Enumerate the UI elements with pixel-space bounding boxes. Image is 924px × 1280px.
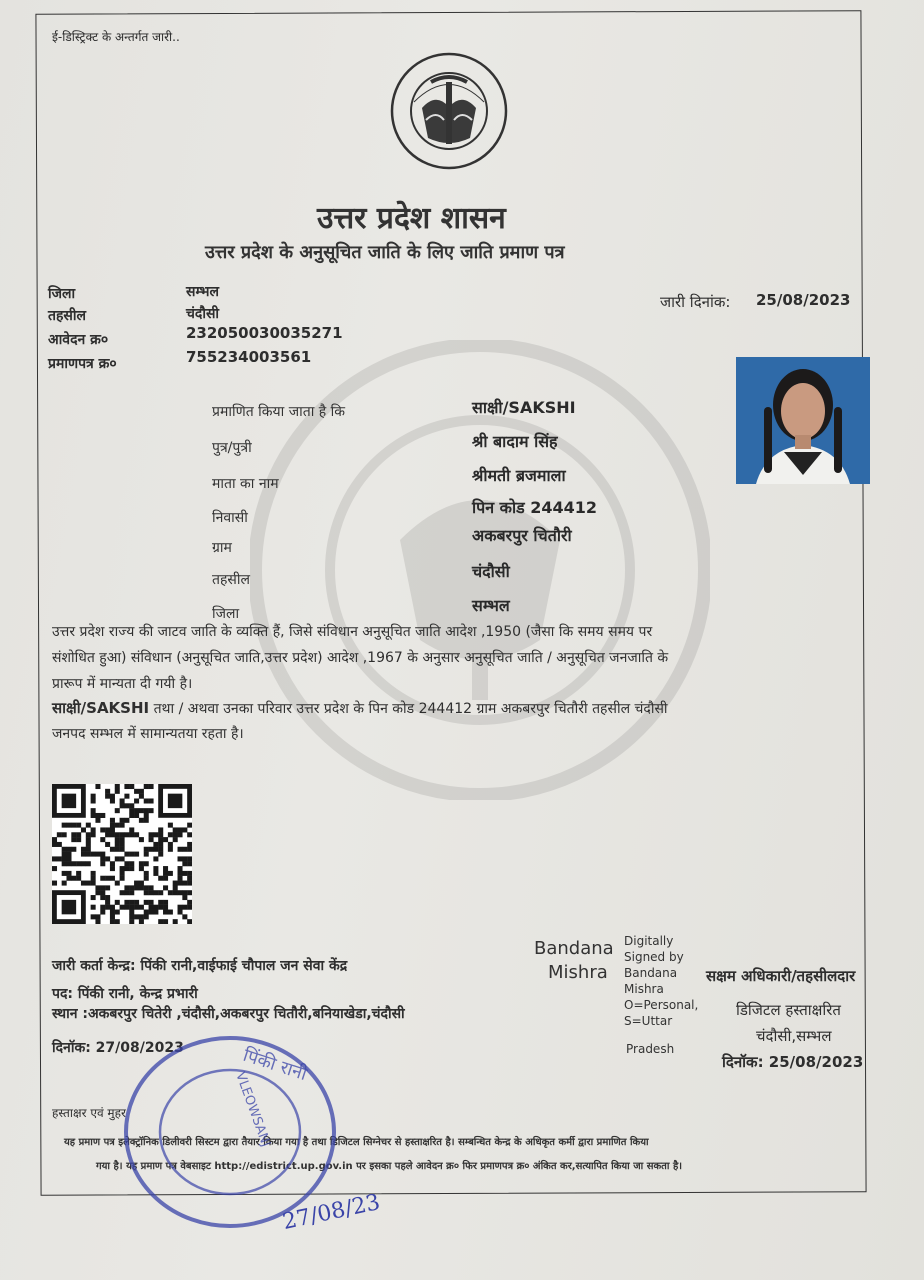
qr-code-icon <box>52 784 192 924</box>
authority-title: सक्षम अधिकारी/तहसीलदार <box>706 967 856 985</box>
field-value: श्री बादाम सिंह <box>472 432 558 451</box>
field-label: निवासी <box>212 510 248 526</box>
authority-date: दिनॉक: 25/08/2023 <box>722 1053 864 1071</box>
stamp-code: VLEOWSANJ <box>232 1070 274 1150</box>
body-line-2: संशोधित हुआ) संविधान (अनुसूचित जाति,उत्तर प्रदेश) आदेश ,1967 के अनुसार अनुसूचित जाति / अनुसूचित जनजाति के <box>52 650 669 666</box>
issuer-place: स्थान :अकबरपुर चितेरी ,चंदौसी,अकबरपुर चितौरी,बनियाखेडा,चंदौसी <box>52 1006 405 1022</box>
issuer-date: दिनॉक: 27/08/2023 <box>52 1040 184 1056</box>
body-line-4 <box>52 698 668 718</box>
district-label: जिला <box>48 286 76 302</box>
applicant-photo <box>736 357 870 484</box>
field-label: तहसील <box>212 572 250 588</box>
tehsil-label: तहसील <box>48 308 86 324</box>
field-value: साक्षी/SAKSHI <box>472 398 576 417</box>
certificate-number-value: 755234003561 <box>186 348 312 366</box>
authority-sign: डिजिटल हस्ताक्षरित <box>736 1001 841 1019</box>
field-label: जिला <box>212 606 240 622</box>
issuer-post: पद: पिंकी रानी, केन्द्र प्रभारी <box>52 986 198 1002</box>
digital-signature-detail-7: Pradesh <box>626 1042 675 1056</box>
issue-date-value: 25/08/2023 <box>756 291 851 309</box>
body-line-5: जनपद सम्भल में सामान्यतया रहता है। <box>52 726 244 742</box>
field-value: अकबरपुर चितौरी <box>472 526 572 545</box>
digital-signature-detail-3: Bandana <box>624 966 678 980</box>
document-title: उत्तर प्रदेश शासन <box>317 201 506 236</box>
field-label: पुत्र/पुत्री <box>212 440 252 456</box>
handwritten-date: 27/08/23 <box>280 1190 383 1235</box>
certificate-number-label: प्रमाणपत्र क्र० <box>48 356 117 372</box>
application-number-label: आवेदन क्र० <box>48 332 109 348</box>
digital-signer-name-1: Bandana <box>534 938 614 959</box>
body-line-4-name: साक्षी/SAKSHI <box>52 699 150 717</box>
digital-signature-detail-1: Digitally <box>624 934 674 948</box>
authority-place: चंदौसी,सम्भल <box>756 1027 832 1045</box>
digital-signature-detail-5: O=Personal, <box>624 998 699 1012</box>
applicant-portrait-icon <box>736 357 870 484</box>
issuer-center: जारी कर्ता केन्द्र: पिंकी रानी,वाईफाई चौपाल जन सेवा केंद्र <box>52 958 348 974</box>
field-label: प्रमाणित किया जाता है कि <box>212 404 346 420</box>
footer-line-1: यह प्रमाण पत्र इलेक्ट्रॉनिक डिलीवरी सिस्टम द्वारा तैयार किया गया है तथा डिजिटल सिग्नेचर से हस्ताक्षरित है। सम्बन्धित केन्द्र के अधिकृत कर्मी द्वारा प्रमाणित किया <box>64 1137 649 1148</box>
footer-line-2: गया है। यह प्रमाण पत्र वेबसाइट http://edistrict.up.gov.in पर इसका पहले आवेदन क्र० फिर प्रमाणपत्र क्र० अंकित कर,सत्यापित किया जा सकता है। <box>96 1161 683 1172</box>
digital-signature-detail-6: S=Uttar <box>624 1014 673 1028</box>
field-label: ग्राम <box>212 540 232 556</box>
tehsil-value: चंदौसी <box>186 306 220 322</box>
digital-signature-detail-2: Signed by <box>624 950 684 964</box>
application-number-value: 232050030035271 <box>186 324 343 342</box>
document-subtitle: उत्तर प्रदेश के अनुसूचित जाति के लिए जाति प्रमाण पत्र <box>205 242 565 263</box>
district-value: सम्भल <box>186 284 219 300</box>
body-line-1: उत्तर प्रदेश राज्य की जाटव जाति के व्यक्ति हैं, जिसे संविधान अनुसूचित जाति आदेश ,1950 (जैसा कि समय समय पर <box>52 624 653 640</box>
body-line-4-rest: तथा / अथवा उनका परिवार उत्तर प्रदेश के पिन कोड 244412 ग्राम अकबरपुर चितौरी तहसील चंदौसी <box>149 701 668 717</box>
stamp-text-top: पिंकी रानी <box>240 1044 310 1086</box>
qr-code <box>52 784 192 924</box>
signature-stamp-label: हस्ताक्षर एवं मुहर <box>52 1106 126 1120</box>
field-value: चंदौसी <box>472 562 510 581</box>
digital-signer-name-2: Mishra <box>548 962 608 983</box>
field-value: सम्भल <box>472 596 510 615</box>
field-label: माता का नाम <box>212 476 279 492</box>
field-value: पिन कोड 244412 <box>472 498 598 517</box>
issue-date-label: जारी दिनांक: <box>660 293 731 311</box>
digital-signature-detail-4: Mishra <box>624 982 664 996</box>
body-line-3: प्रारूप में मान्यता दी गयी है। <box>52 676 193 692</box>
top-note: ई-डिस्ट्रिक्ट के अन्तर्गत जारी.. <box>52 30 180 44</box>
up-government-emblem-icon <box>386 52 512 170</box>
field-value: श्रीमती ब्रजमाला <box>472 466 566 485</box>
